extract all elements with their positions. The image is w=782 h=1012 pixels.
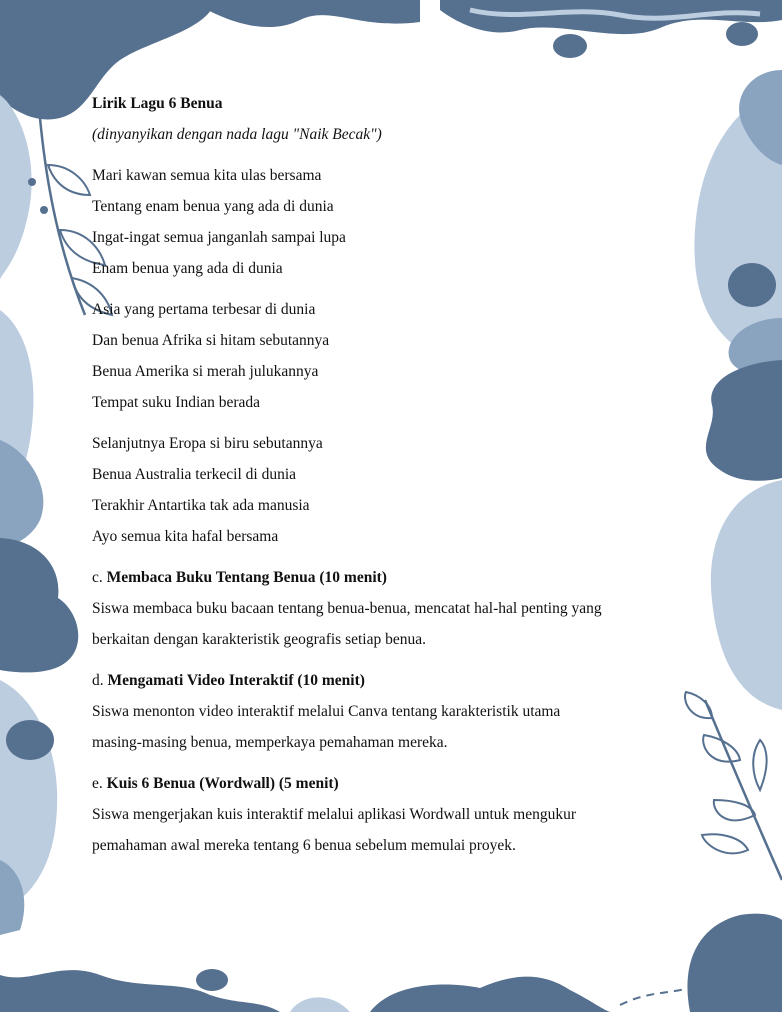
activity-letter: c. — [92, 569, 103, 586]
activity-text: Siswa membaca buku bacaan tentang benua-benua, mencatat hal-hal penting yang — [92, 600, 602, 617]
activity-heading — [92, 665, 712, 696]
leaf-sprig-left — [40, 118, 85, 315]
blob-bottom-small — [196, 969, 228, 991]
document-body — [92, 88, 712, 861]
activity-heading — [92, 562, 712, 593]
activity-text: Siswa menonton video interaktif melalui Canva tentang karakteristik utama — [92, 703, 561, 720]
activity-title: Membaca Buku Tentang Benua (10 menit) — [106, 569, 387, 586]
leaf-blob-right-dark — [706, 360, 782, 481]
blob-bottom-right-dark — [687, 914, 782, 1012]
stanza-2 — [92, 294, 712, 418]
lyrics-subtitle: (dinyanyikan dengan nada lagu "Naik Becak") — [92, 126, 382, 143]
stanza-3 — [92, 428, 712, 552]
lyric-line: Tentang enam benua yang ada di dunia — [92, 198, 334, 215]
blob-left-dark-oval — [6, 720, 54, 760]
blob-top-left-light — [0, 95, 32, 280]
lyric-line: Tempat suku Indian berada — [92, 394, 261, 411]
leaf-sprig-left-leaf1 — [48, 165, 90, 195]
blob-right-dark-oval — [728, 263, 776, 307]
activity-text: masing-masing benua, memperkaya pemahaman mereka. — [92, 734, 448, 751]
lyrics-title: Lirik Lagu 6 Benua — [92, 95, 223, 112]
activity-e — [92, 768, 712, 861]
activity-title: Mengamati Video Interaktif (10 menit) — [107, 672, 365, 689]
leaf-blob-left-dark — [0, 538, 78, 672]
wave-bottom-left — [0, 970, 280, 1012]
activity-text: pemahaman awal mereka tentang 6 benua sebelum memulai proyek. — [92, 837, 516, 854]
lyric-line: Enam benua yang ada di dunia — [92, 260, 283, 277]
activity-text: Siswa mengerjakan kuis interaktif melalui aplikasi Wordwall untuk mengukur — [92, 806, 577, 823]
lyric-line: Ayo semua kita hafal bersama — [92, 528, 279, 545]
leaf-sprig-right — [705, 700, 782, 880]
lyric-line: Benua Amerika si merah julukannya — [92, 363, 319, 380]
activity-title: Kuis 6 Benua (Wordwall) (5 menit) — [106, 775, 339, 792]
blob-right-light-2 — [711, 480, 782, 710]
activity-d — [92, 665, 712, 758]
blob-top-small — [553, 34, 587, 58]
wave-top-dark — [190, 0, 420, 27]
stanza-1 — [92, 160, 712, 284]
activity-text: berkaitan dengan karakteristik geografis setiap benua. — [92, 631, 426, 648]
dot-left-1 — [40, 206, 48, 214]
activity-heading — [92, 768, 712, 799]
blob-top-right-small — [726, 22, 758, 46]
lyric-line: Ingat-ingat semua janganlah sampai lupa — [92, 229, 346, 246]
activity-letter: e. — [92, 775, 103, 792]
wave-bottom-mid — [370, 977, 610, 1012]
lyric-line: Benua Australia terkecil di dunia — [92, 466, 297, 483]
lyric-line: Selanjutnya Eropa si biru sebutannya — [92, 435, 323, 452]
blob-bottom-mid-light — [290, 997, 350, 1012]
activity-letter: d. — [92, 672, 104, 689]
lyric-line: Asia yang pertama terbesar di dunia — [92, 301, 316, 318]
blob-left-mid — [0, 440, 43, 548]
dot-left-2 — [28, 178, 36, 186]
activity-c — [92, 562, 712, 655]
lyric-line: Mari kawan semua kita ulas bersama — [92, 167, 322, 184]
lyric-line: Dan benua Afrika si hitam sebutannya — [92, 332, 330, 349]
lyric-line: Terakhir Antartika tak ada manusia — [92, 497, 310, 514]
leaf-sprig-right-leaf4 — [753, 740, 766, 790]
